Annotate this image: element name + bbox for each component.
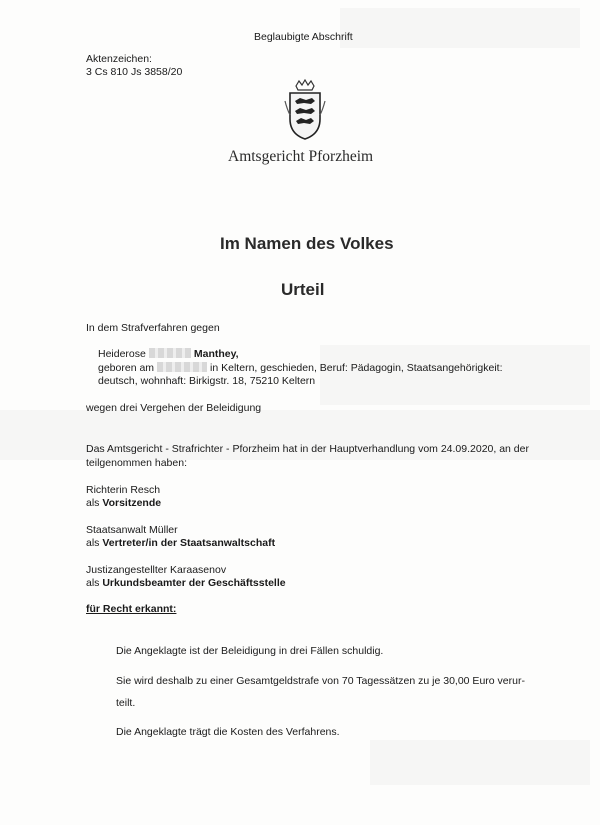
role-prefix: als [86, 577, 103, 589]
role-title: Vorsitzende [102, 497, 162, 509]
title-verdict: Urteil [281, 280, 325, 299]
coat-of-arms-icon [284, 79, 326, 141]
redaction-block [149, 348, 191, 358]
court-statement-line-1: Das Amtsgericht - Strafrichter - Pforzheim hat in der Hauptverhandlung vom 24.09.2020, an der [86, 443, 529, 455]
born-suffix: in Keltern, geschieden, Beruf: Pädagogin, Staatsangehörigkeit: [210, 362, 503, 374]
court-name: Amtsgericht Pforzheim [228, 148, 374, 165]
case-number-label: Aktenzeichen: [86, 53, 152, 65]
defendant-name [98, 348, 239, 361]
court-statement-line-2: teilgenommen haben: [86, 457, 187, 469]
intro-line: In dem Strafverfahren gegen [86, 322, 220, 334]
verdict-heading: für Recht erkannt: [86, 603, 177, 615]
scan-shadow [320, 345, 590, 405]
scan-shadow [370, 740, 590, 785]
participant-name: Staatsanwalt Müller [86, 524, 178, 536]
redaction-block [157, 362, 207, 372]
verdict-guilty: Die Angeklagte ist der Beleidigung in drei Fällen schuldig. [116, 645, 384, 657]
defendant-first-name: Heiderose [98, 348, 146, 360]
charge-line: wegen drei Vergehen der Beleidigung [86, 402, 262, 414]
role-prefix: als [86, 497, 103, 509]
participant-name: Justizangestellter Karaasenov [86, 564, 227, 576]
verdict-costs: Die Angeklagte trägt die Kosten des Verfahrens. [116, 726, 340, 738]
scan-shadow [340, 8, 580, 48]
title-in-the-name-of-the-people: Im Namen des Volkes [220, 234, 394, 253]
participant-role [86, 577, 286, 590]
certified-copy-note: Beglaubigte Abschrift [254, 31, 353, 43]
role-title: Urkundsbeamter der Geschäftsstelle [102, 577, 286, 589]
verdict-sentence-line-1: Sie wird deshalb zu einer Gesamtgeldstrafe von 70 Tagessätzen zu je 30,00 Euro verur- [116, 675, 525, 687]
role-prefix: als [86, 537, 103, 549]
verdict-sentence-line-2: teilt. [116, 697, 136, 709]
participant-role [86, 497, 161, 510]
participant-name: Richterin Resch [86, 484, 161, 496]
case-number: 3 Cs 810 Js 3858/20 [86, 66, 183, 78]
participant-role [86, 537, 275, 550]
birth-line [98, 362, 503, 375]
role-title: Vertreter/in der Staatsanwaltschaft [102, 537, 276, 549]
residence-line: deutsch, wohnhaft: Birkigstr. 18, 75210 Keltern [98, 375, 316, 387]
defendant-last-name: Manthey, [193, 348, 239, 360]
born-prefix: geboren am [98, 362, 155, 374]
